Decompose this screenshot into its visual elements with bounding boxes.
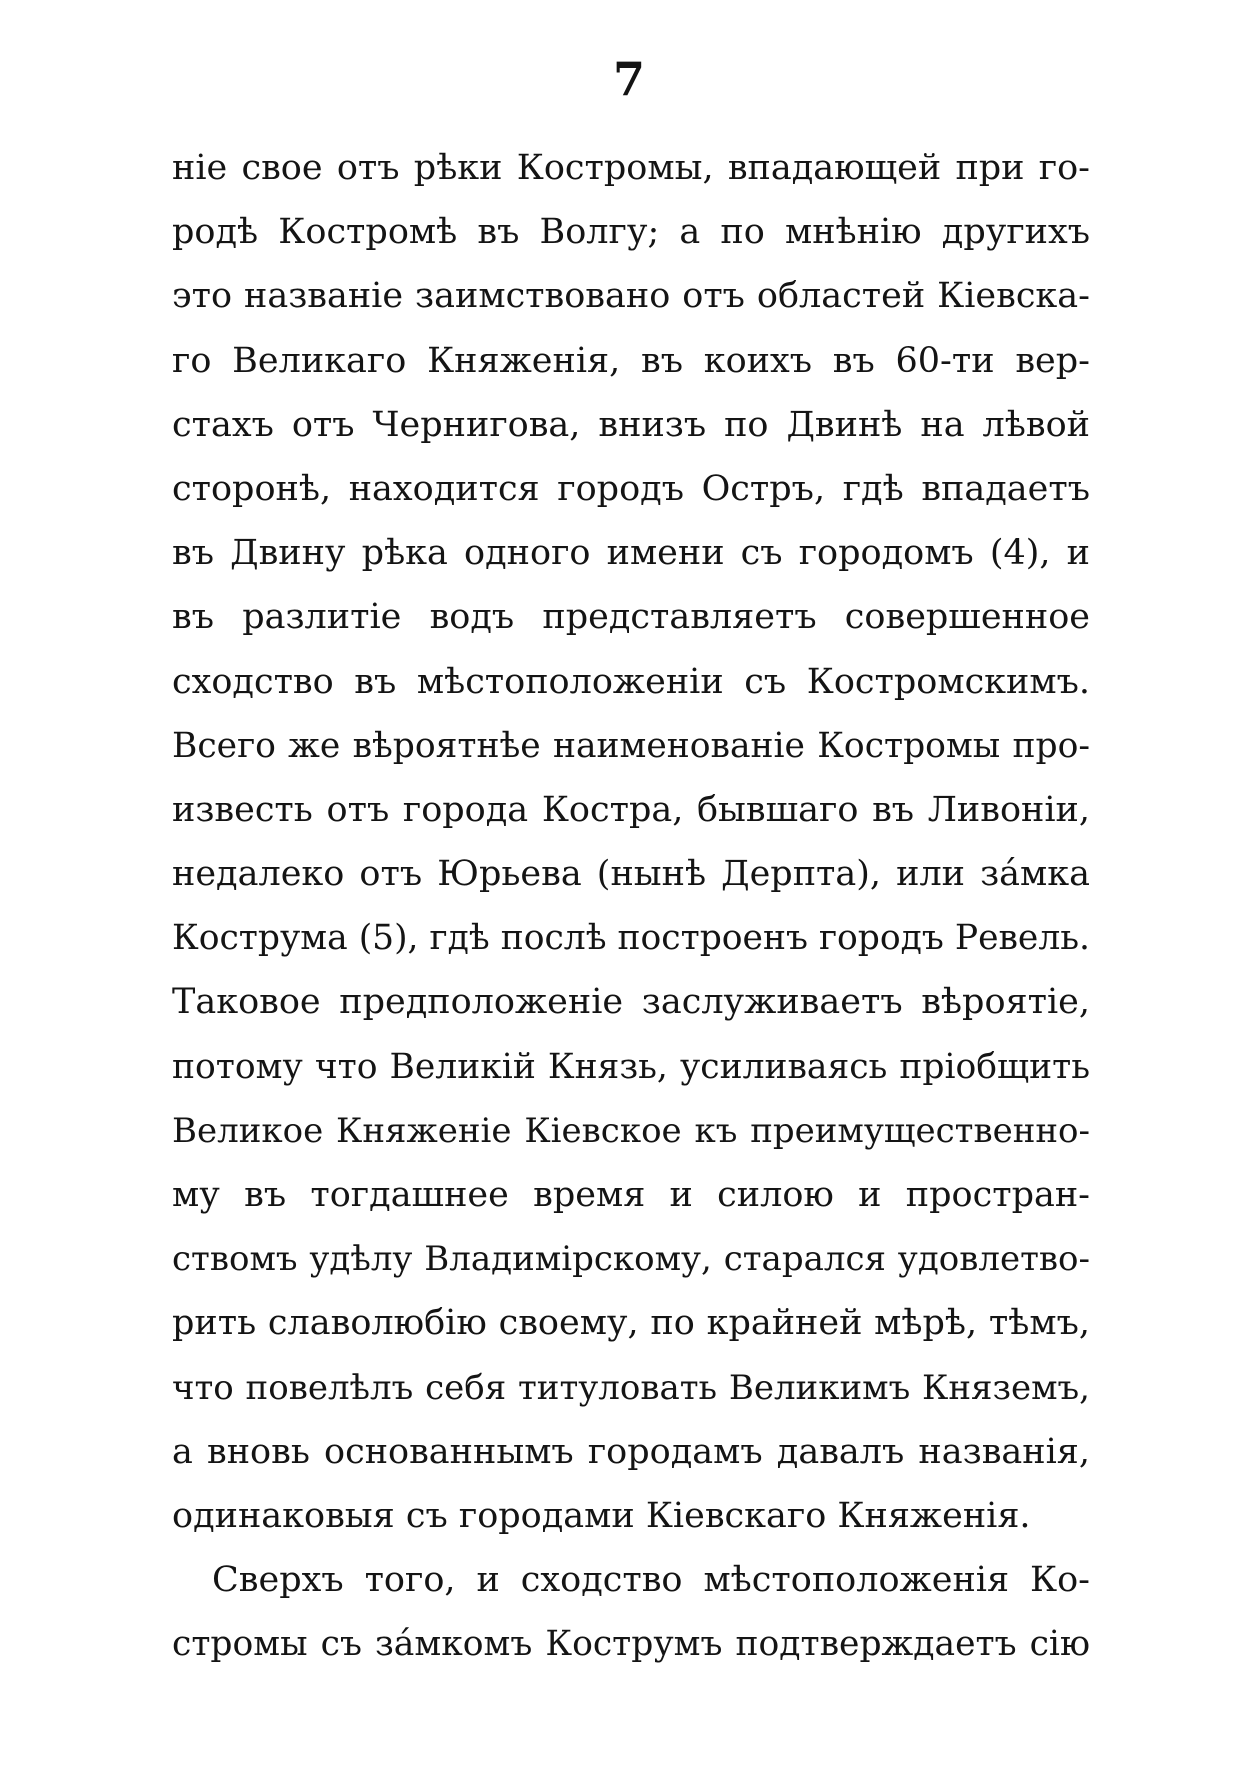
text-line: стахъ отъ Чернигова, внизъ по Двинѣ на лѣвой	[172, 404, 1090, 445]
paragraph-2	[172, 1548, 1090, 1676]
text-line: го Великаго Княженія, въ коихъ въ 60-ти вер-	[172, 340, 1090, 381]
text-line: стромы съ за́мкомъ Кострумъ подтверждаетъ сію	[172, 1624, 1090, 1665]
paragraph-1	[172, 136, 1090, 1548]
text-line: му въ тогдашнее время и силою и простран-	[172, 1175, 1090, 1215]
text-line: рить славолюбію своему, по крайней мѣрѣ, тѣмъ,	[172, 1303, 1090, 1344]
text-line: Сверхъ того, и сходство мѣстоположенія Ко-	[212, 1560, 1090, 1601]
text-line: известь отъ города Костра, бывшаго въ Ливоніи,	[172, 789, 1090, 830]
text-line: что повелѣлъ себя титуловать Великимъ Княземъ,	[172, 1367, 1090, 1408]
text-line: родѣ Костромѣ въ Волгу; а по мнѣнію другихъ	[172, 212, 1090, 253]
text-line: Великое Княженіе Кіевское къ преимущественно-	[172, 1110, 1090, 1151]
page-number: 7	[612, 52, 646, 106]
text-line: а вновь основаннымъ городамъ давалъ названія,	[172, 1431, 1090, 1472]
text-line: одинаковыя съ городами Кіевскаго Княженія.	[172, 1495, 1031, 1536]
text-line: сходство въ мѣстоположеніи съ Костромскимъ.	[172, 661, 1090, 702]
text-line: въ разлитіе водъ представляетъ совершенное	[172, 597, 1090, 638]
text-line: въ Двину рѣка одного имени съ городомъ (4), и	[172, 533, 1090, 574]
text-line: ніе свое отъ рѣки Костромы, впадающей при го-	[172, 148, 1090, 188]
body-text	[172, 136, 1090, 1677]
text-line: недалеко отъ Юрьева (нынѣ Дерпта), или за́мка	[172, 854, 1090, 895]
text-line: это названіе заимствовано отъ областей Кіевска-	[172, 276, 1090, 317]
text-line: Таковое предположеніе заслуживаетъ вѣроятіе,	[172, 982, 1090, 1023]
text-line: Всего же вѣроятнѣе наименованіе Костромы про-	[172, 725, 1090, 766]
text-line: сторонѣ, находится городъ Остръ, гдѣ впадаетъ	[172, 468, 1090, 509]
text-line: Кострума (5), гдѣ послѣ построенъ городъ Ревель.	[172, 918, 1090, 959]
text-line: ствомъ удѣлу Владимірскому, старался удовлетво-	[172, 1239, 1090, 1280]
text-line: потому что Великій Князь, усиливаясь пріобщить	[172, 1046, 1090, 1087]
